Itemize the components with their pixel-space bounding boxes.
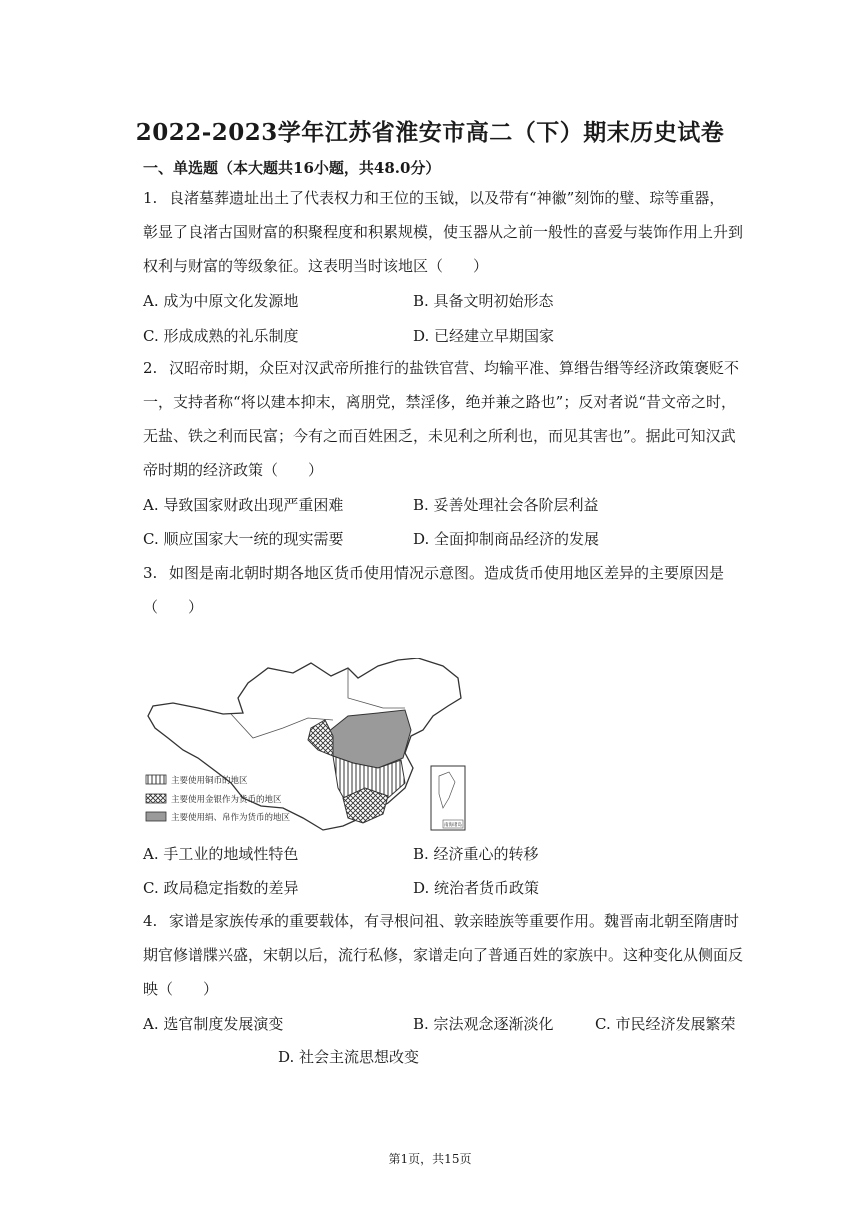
question-line: 映（ ） — [143, 980, 219, 998]
question-line: （ ） — [143, 598, 204, 616]
option-b[interactable]: B. 具备文明初始形态 — [413, 292, 554, 310]
question-2 — [143, 351, 749, 487]
question-number: 2. — [143, 359, 158, 377]
question-line: 权利与财富的等级象征。这表明当时该地区（ ） — [143, 257, 489, 275]
option-b[interactable]: B. 妥善处理社会各阶层利益 — [413, 496, 599, 514]
page-title: 2022-2023学年江苏省淮安市高二（下）期末历史试卷 — [135, 119, 725, 146]
option-a[interactable]: A. 选官制度发展演变 — [143, 1015, 284, 1033]
option-c[interactable]: C. 顺应国家大一统的现实需要 — [143, 530, 344, 548]
question-line: 无盐、铁之利而民富；今有之而百姓困乏，未见利之所利也，而见其害也”。据此可知汉武 — [143, 427, 736, 445]
currency-map-figure — [143, 658, 468, 834]
option-b[interactable]: B. 经济重心的转移 — [413, 845, 539, 863]
question-line: 一，支持者称“将以建本抑末，离朋党，禁淫侈，绝并兼之路也”；反对者说“昔文帝之时， — [143, 393, 737, 411]
question-number: 1. — [143, 189, 158, 207]
option-c[interactable]: C. 市民经济发展繁荣 — [595, 1015, 736, 1033]
option-c[interactable]: C. 政局稳定指数的差异 — [143, 879, 299, 897]
question-line: 帝时期的经济政策（ ） — [143, 461, 324, 479]
option-d[interactable]: D. 全面抑制商品经济的发展 — [413, 530, 600, 548]
question-number: 3. — [143, 564, 158, 582]
question-line: 彰显了良渚古国财富的积聚程度和积累规模，使玉器从之前一般性的喜爱与装饰作用上升到 — [143, 223, 744, 241]
inset-label: 南海诸岛 — [444, 823, 462, 828]
question-3 — [143, 556, 749, 624]
question-line: 如图是南北朝时期各地区货币使用情况示意图。造成货币使用地区差异的主要原因是 — [169, 564, 725, 582]
page-footer: 第1页，共15页 — [388, 1152, 472, 1166]
option-a[interactable]: A. 成为中原文化发源地 — [143, 292, 299, 310]
question-line: 汉昭帝时期，众臣对汉武帝所推行的盐铁官营、均输平准、算缗告缗等经济政策褒贬不 — [169, 359, 740, 377]
option-a[interactable]: A. 导致国家财政出现严重困难 — [143, 496, 344, 514]
question-line: 期官修谱牒兴盛，宋朝以后，流行私修，家谱走向了普通百姓的家族中。这种变化从侧面反 — [143, 946, 744, 964]
option-b[interactable]: B. 宗法观念逐渐淡化 — [413, 1015, 554, 1033]
question-4 — [143, 904, 749, 1006]
option-d[interactable]: D. 社会主流思想改变 — [278, 1048, 420, 1066]
question-1 — [143, 181, 749, 283]
question-number: 4. — [143, 912, 158, 930]
legend-gold-silver: 主要使用金银作为货币的地区 — [171, 795, 282, 805]
option-d[interactable]: D. 统治者货币政策 — [413, 879, 540, 897]
option-c[interactable]: C. 形成成熟的礼乐制度 — [143, 327, 299, 345]
legend-copper: 主要使用铜币的地区 — [171, 776, 248, 786]
legend-silk: 主要使用绢、帛作为货币的地区 — [171, 813, 291, 823]
question-line: 家谱是家族传承的重要载体，有寻根问祖、敦亲睦族等重要作用。魏晋南北朝至隋唐时 — [169, 912, 740, 930]
option-a[interactable]: A. 手工业的地域性特色 — [143, 845, 299, 863]
option-d[interactable]: D. 已经建立早期国家 — [413, 327, 555, 345]
question-line: 良渚墓葬遗址出土了代表权力和王位的玉钺，以及带有“神徽”刻饰的璧、琮等重器， — [169, 189, 725, 207]
section-heading: 一、单选题（本大题共16小题，共48.0分） — [143, 159, 441, 177]
